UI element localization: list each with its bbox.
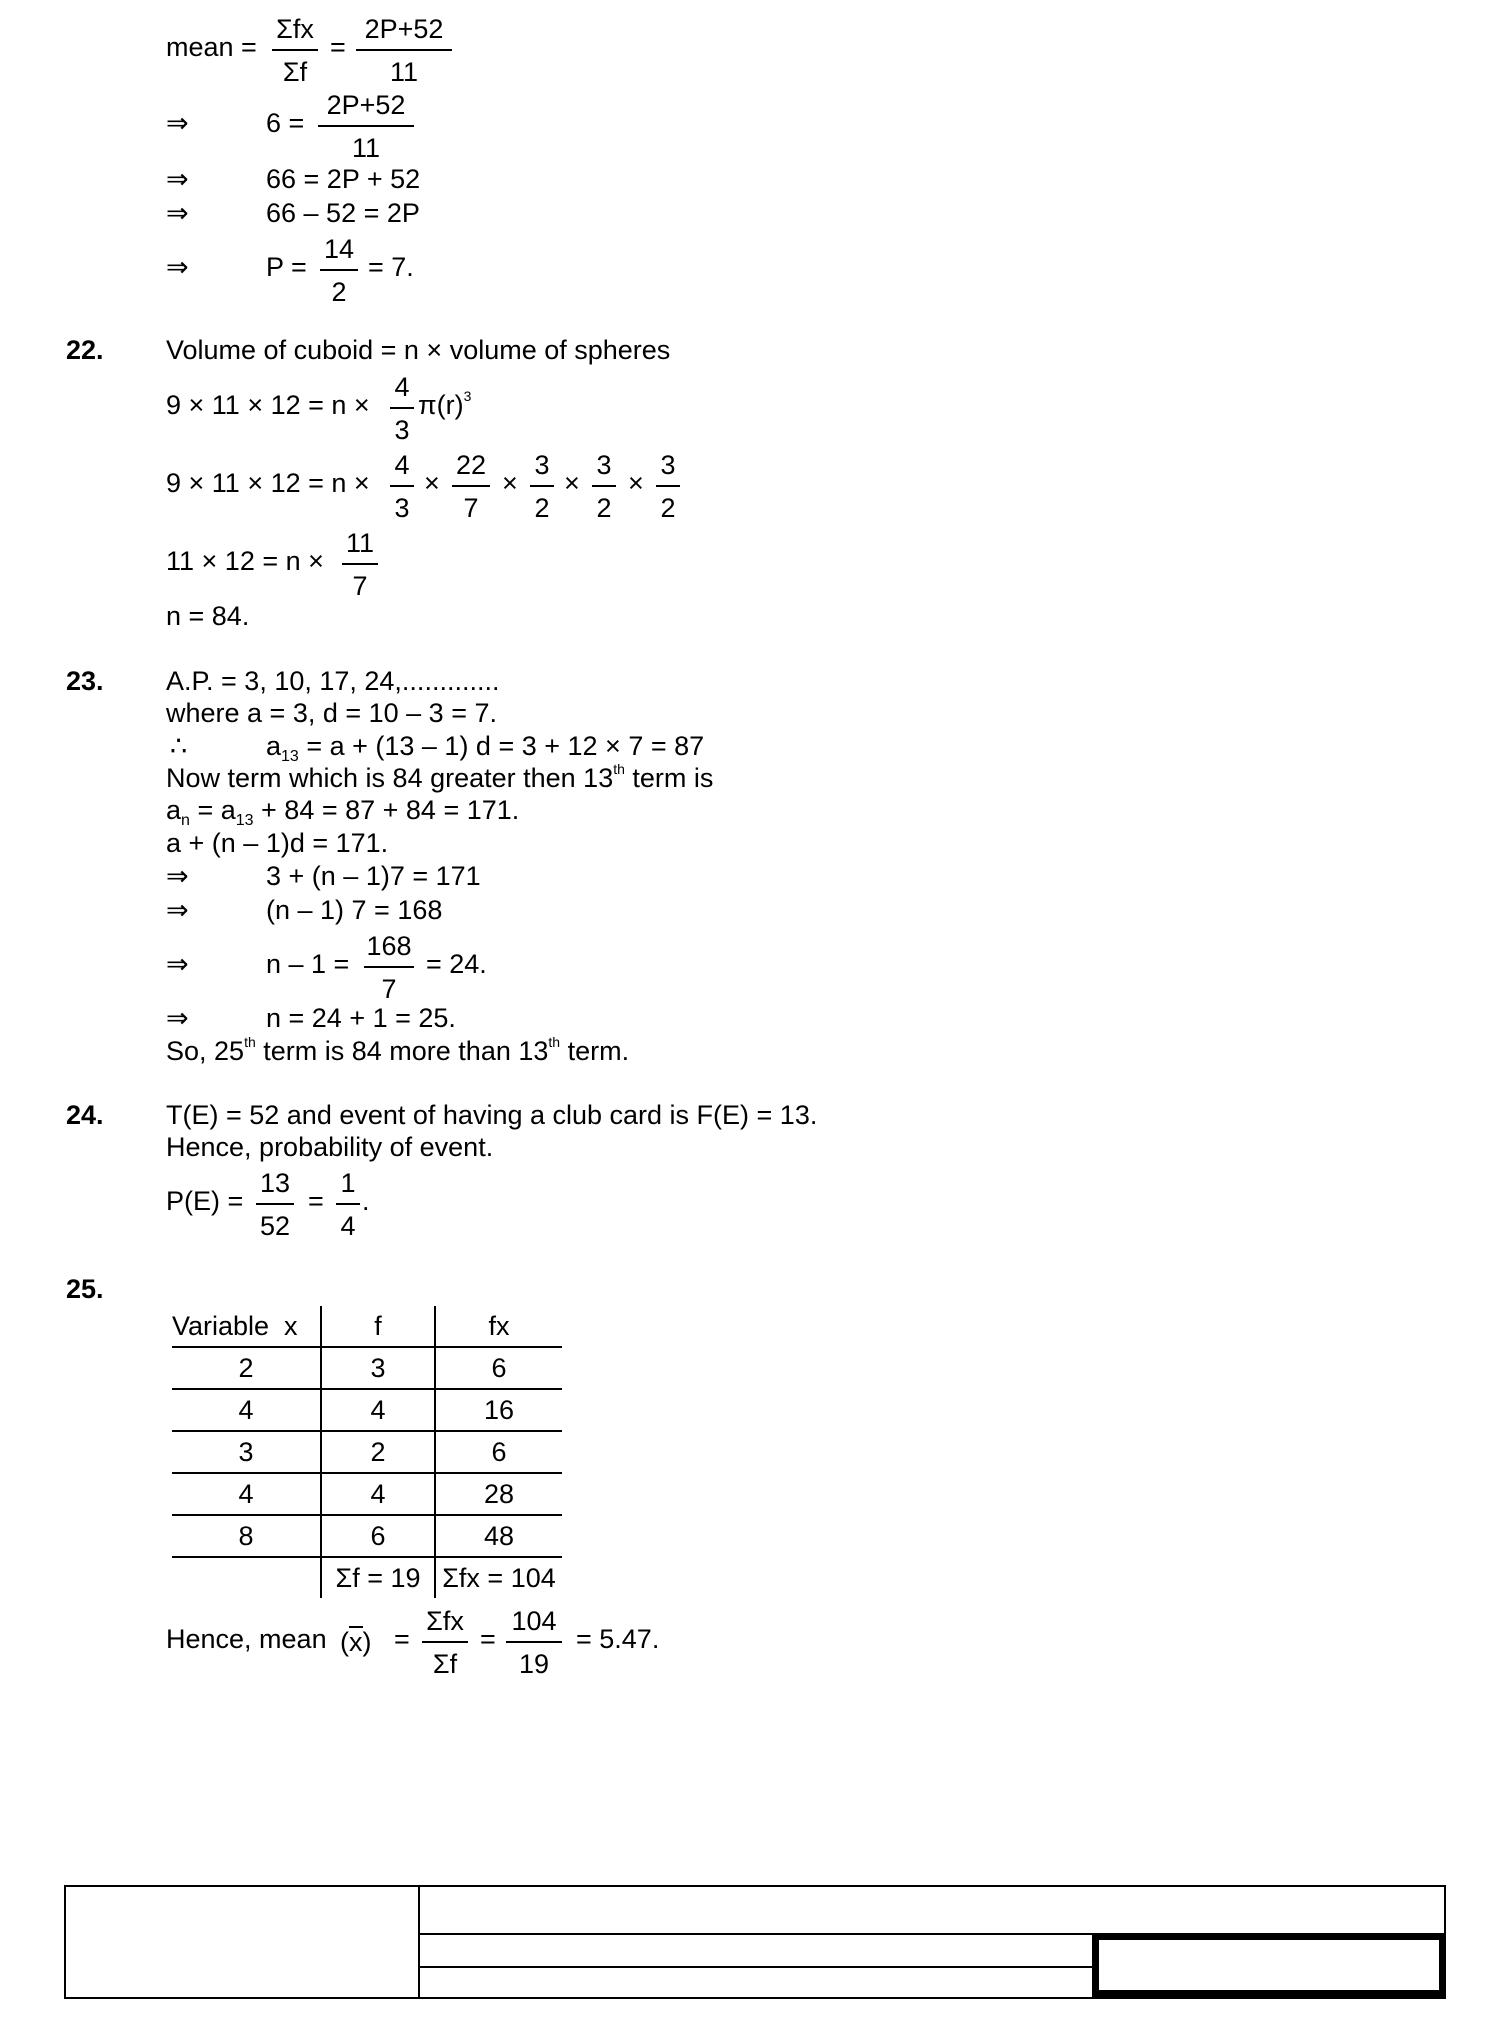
fraction-14-2: 14 2 [320,236,358,306]
times-sign: × [628,468,644,498]
question-number: 22. [66,335,104,365]
fraction-13-52: 13 52 [256,1170,294,1240]
implies-arrow: ⇒ [166,895,189,925]
fraction-11-7: 11 7 [342,530,378,600]
probability-label: P(E) = [166,1186,244,1216]
equation-line: 66 – 52 = 2P [266,198,420,228]
equation-line: T(E) = 52 and event of having a club card is F(E) = 13. [166,1100,818,1130]
equals-sign: = [394,1624,410,1654]
times-sign: × [564,468,580,498]
table-row: 4 4 16 [172,1389,562,1431]
fraction-22-7: 22 7 [452,452,490,522]
equation-line: where a = 3, d = 10 – 3 = 7. [166,698,497,728]
equation-line: Volume of cuboid = n × volume of spheres [166,335,671,365]
fraction-2p52-11: 2P+52 11 [318,92,414,162]
fraction-1-4: 1 4 [336,1170,360,1240]
question-number: 24. [66,1100,104,1130]
equals-sign: = [480,1624,496,1654]
therefore-sign: ∴ [170,731,188,761]
table-header-row [172,1306,562,1347]
fraction-3-2: 3 2 [530,452,554,522]
equation-line: 66 = 2P + 52 [266,164,421,194]
equation-line: 3 + (n – 1)7 = 171 [266,861,481,891]
equation-line: a + (n – 1)d = 171. [166,828,389,858]
fraction-sumfx-sumf: Σfx Σf [422,1608,468,1678]
result-line: n = 84. [166,601,250,631]
table-row: 3 2 6 [172,1431,562,1473]
table-row: 2 3 6 [172,1347,562,1389]
equation-line: n = 24 + 1 = 25. [266,1003,456,1033]
implies-arrow: ⇒ [166,949,189,979]
equation-line: A.P. = 3, 10, 17, 24,............. [166,666,500,696]
footer-box [1092,1933,1446,1997]
hence-mean-label: Hence, mean [166,1624,327,1654]
six-equals: 6 = [266,108,305,138]
total-fx: Σfx = 104 [442,1562,556,1593]
implies-arrow: ⇒ [166,252,189,282]
fraction-sumfx-sumf: Σfx Σf [272,16,318,86]
implies-arrow: ⇒ [166,164,189,194]
implies-arrow: ⇒ [166,1003,189,1033]
header-f: f [321,1306,435,1347]
equation-line: n – 1 = [266,949,350,979]
question-number: 23. [66,666,104,696]
fraction-104-19: 104 19 [506,1608,562,1678]
equation-line: $a_{13} = a + (13 - 1) d = 3 + 12 \times 7 = 87$ [266,731,705,765]
period: . [362,1186,370,1216]
implies-arrow: ⇒ [166,108,189,138]
fraction-3-2: 3 2 [592,452,616,522]
result-24: = 24. [426,949,487,979]
implies-arrow: ⇒ [166,198,189,228]
fraction-2p52-11: 2P+52 11 [356,16,452,86]
equation-line: 9 × 11 × 12 = n × [166,390,370,420]
p-equals: P = [266,252,307,282]
equation-line: (n – 1) 7 = 168 [266,895,443,925]
table-totals-row [172,1557,562,1598]
equation-line: 9 × 11 × 12 = n × [166,468,370,498]
equals-sign: = [330,32,346,62]
equation-line: Now term which is 84 greater then 13th term is [166,761,714,793]
equation-line: $a_n = a_{13} + 84 = 87 + 84 = 171$. [166,795,520,829]
fraction-3-2: 3 2 [656,452,680,522]
times-sign: × [502,468,518,498]
table-row: 8 6 48 [172,1515,562,1557]
implies-arrow: ⇒ [166,861,189,891]
equation-line: Hence, probability of event. [166,1132,494,1162]
times-sign: × [424,468,440,498]
frequency-table [172,1306,562,1598]
mean-label: mean = [166,32,257,62]
header-fx: fx [435,1306,562,1347]
fraction-4-3: 4 3 [390,374,414,444]
pi-r-cubed: $\pi(r)^3$ [418,388,472,420]
result-7: = 7. [368,252,414,282]
footer-divider [418,1887,420,1997]
x-bar: (x) [340,1627,372,1657]
question-number: 25. [66,1274,104,1304]
equals-sign: = [308,1186,324,1216]
total-f: Σf = 19 [321,1557,435,1598]
fraction-4-3: 4 3 [390,452,414,522]
table-row: 4 4 28 [172,1473,562,1515]
footer-divider [418,1966,1094,1968]
fraction-168-7: 168 7 [364,933,414,1003]
conclusion-line: So, 25th term is 84 more than 13th term. [166,1034,630,1066]
equation-line: 11 × 12 = n × [166,546,324,576]
footer-frame [64,1885,1446,1999]
result-mean: = 5.47. [576,1624,660,1654]
header-variable: Variable x [172,1306,321,1347]
